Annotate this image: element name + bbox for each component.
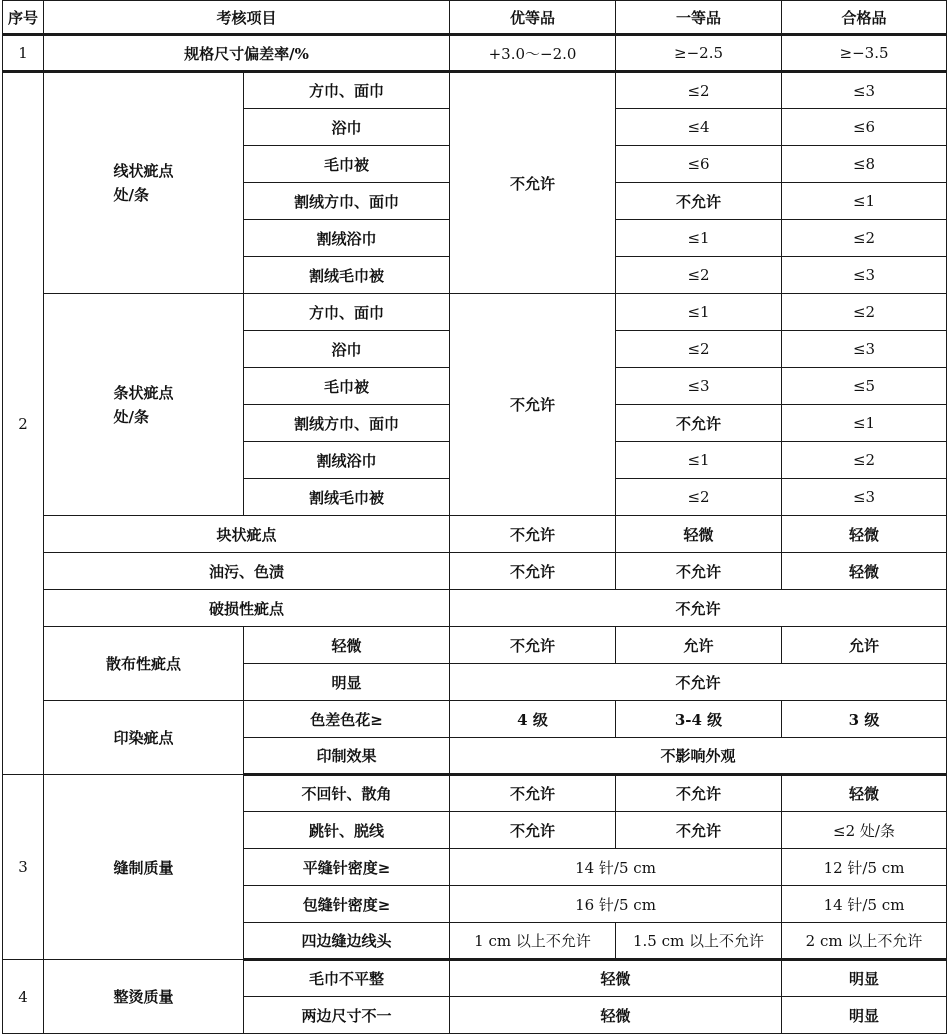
item-cell: 规格尺寸偏差率/% [44,35,450,72]
sub-item: 平缝针密度≥ [244,849,450,886]
table-row [3,701,947,738]
item-cell: 块状疵点 [44,516,450,553]
sub-item: 割绒浴巾 [244,442,450,479]
qualified-cell: 允许 [782,627,947,664]
superior-cell: 不允许 [450,553,616,590]
first-cell: 不允许 [616,183,782,220]
merged-grade-cell: 不影响外观 [450,738,947,775]
superior-cell: 不允许 [450,294,616,516]
qualified-cell: ≥−3.5 [782,35,947,72]
qualified-cell: ≤2 [782,220,947,257]
item-cell: 油污、色渍 [44,553,450,590]
qualified-cell: 轻微 [782,553,947,590]
first-cell: ≤3 [616,368,782,405]
table-row [3,294,947,331]
row-number: 4 [3,960,44,1034]
sub-item: 毛巾被 [244,368,450,405]
table-row [3,775,947,812]
title-unit: 处/条 [113,407,149,426]
header-qualified: 合格品 [782,1,947,35]
sub-item: 不回针、散角 [244,775,450,812]
sub-item: 割绒浴巾 [244,220,450,257]
title-unit: 处/条 [113,186,149,204]
header-first: 一等品 [616,1,782,35]
first-cell: ≤1 [616,220,782,257]
superior-cell: 不允许 [450,627,616,664]
sub-item: 明显 [244,664,450,701]
qualified-cell: 轻微 [782,775,947,812]
sub-item: 毛巾被 [244,146,450,183]
header-item: 考核项目 [44,1,450,35]
sub-item: 浴巾 [244,331,450,368]
sub-item: 轻微 [244,627,450,664]
qualified-cell: ≤3 [782,72,947,109]
first-cell: 1.5 cm 以上不允许 [616,923,782,960]
table-row [3,590,947,627]
table-row [3,72,947,109]
merged-grade-cell: 14 针/5 cm [450,849,782,886]
title-line: 条状疵点 [113,383,174,402]
first-cell: ≤4 [616,109,782,146]
qualified-cell: ≤2 处/条 [782,812,947,849]
sub-item: 包缝针密度≥ [244,886,450,923]
merged-grade-cell: 轻微 [450,997,782,1034]
superior-cell: 不允许 [450,812,616,849]
qualified-cell: ≤8 [782,146,947,183]
first-cell: ≤6 [616,146,782,183]
item-cell: 破损性疵点 [44,590,450,627]
table-row [3,627,947,664]
first-cell: ≤1 [616,442,782,479]
first-cell: ≤2 [616,72,782,109]
table-row [3,35,947,72]
qualified-cell: 明显 [782,997,947,1034]
item-cell: 缝制质量 [44,775,244,960]
sub-item: 割绒方巾、面巾 [244,183,450,220]
sub-item: 毛巾不平整 [244,960,450,997]
superior-cell: 1 cm 以上不允许 [450,923,616,960]
first-cell: ≥−2.5 [616,35,782,72]
sub-item: 割绒方巾、面巾 [244,405,450,442]
superior-cell: 不允许 [450,72,616,294]
header-no: 序号 [3,1,44,35]
qualified-cell: ≤2 [782,294,947,331]
qualified-cell: 14 针/5 cm [782,886,947,923]
superior-cell: +3.0～−2.0 [450,35,616,72]
header-superior: 优等品 [450,1,616,35]
row-number: 3 [3,775,44,960]
qualified-cell: ≤1 [782,405,947,442]
item-cell: 整烫质量 [44,960,244,1034]
qualified-cell: ≤6 [782,109,947,146]
first-cell: ≤2 [616,331,782,368]
first-cell: 不允许 [616,812,782,849]
merged-grade-cell: 不允许 [450,590,947,627]
first-cell: 不允许 [616,775,782,812]
quality-spec-table [2,0,947,1034]
qualified-cell: ≤2 [782,442,947,479]
first-cell: ≤2 [616,257,782,294]
sub-item: 印制效果 [244,738,450,775]
row-number: 1 [3,35,44,72]
sub-item: 两边尺寸不一 [244,997,450,1034]
first-cell: 允许 [616,627,782,664]
merged-grade-cell: 不允许 [450,664,947,701]
sub-item: 跳针、脱线 [244,812,450,849]
first-cell: 不允许 [616,405,782,442]
table-row [3,553,947,590]
title-line: 线状疵点 [113,162,174,180]
qualified-cell: 轻微 [782,516,947,553]
qualified-cell: ≤3 [782,331,947,368]
item-cell: 印染疵点 [44,701,244,775]
sub-item: 割绒毛巾被 [244,257,450,294]
first-cell: ≤2 [616,479,782,516]
qualified-cell: 3 级 [782,701,947,738]
first-cell: 轻微 [616,516,782,553]
qualified-cell: 2 cm 以上不允许 [782,923,947,960]
first-cell: ≤1 [616,294,782,331]
first-cell: 3-4 级 [616,701,782,738]
sub-item: 四边缝边线头 [244,923,450,960]
sub-item: 色差色花≥ [244,701,450,738]
table-row [3,516,947,553]
sub-item: 方巾、面巾 [244,72,450,109]
line-defect-title [44,72,244,294]
qualified-cell: ≤3 [782,257,947,294]
first-cell: 不允许 [616,553,782,590]
qualified-cell: 明显 [782,960,947,997]
item-cell: 散布性疵点 [44,627,244,701]
qualified-cell: 12 针/5 cm [782,849,947,886]
superior-cell: 不允许 [450,516,616,553]
sub-item: 方巾、面巾 [244,294,450,331]
sub-item: 割绒毛巾被 [244,479,450,516]
qualified-cell: ≤3 [782,479,947,516]
header-row [3,1,947,35]
merged-grade-cell: 16 针/5 cm [450,886,782,923]
sub-item: 浴巾 [244,109,450,146]
superior-cell: 4 级 [450,701,616,738]
table-row [3,960,947,997]
superior-cell: 不允许 [450,775,616,812]
qualified-cell: ≤5 [782,368,947,405]
merged-grade-cell: 轻微 [450,960,782,997]
row-number: 2 [3,72,44,775]
qualified-cell: ≤1 [782,183,947,220]
strip-defect-title [44,294,244,516]
